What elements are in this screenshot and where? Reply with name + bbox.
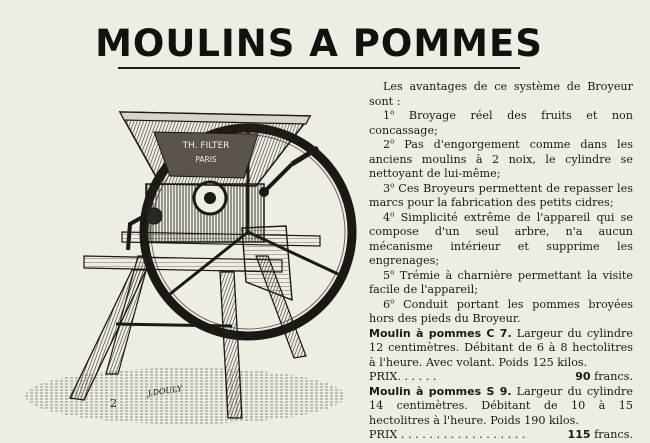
model-name: Moulin à pommes S 9. [369,384,512,398]
price-line [369,370,633,385]
model-entry [369,327,633,385]
advantage-item [369,269,633,298]
advantage-text: Ces Broyeurs permettent de repasser les marcs pour la fabrication des petits cidres; [369,181,633,209]
leg-brace [116,324,232,326]
price-currency: francs. [590,428,633,441]
advantage-number: 3 [383,181,391,195]
advantages-list [369,109,633,327]
advantage-text: Pas d'engorgement comme dans les anciens moulins à 2 noix, le cylindre se nettoyant de lui-même; [369,138,633,180]
engraver-signature: J.DOULY [147,384,183,398]
advantage-item [369,298,633,327]
advantage-number: 2 [383,138,391,151]
ordinal-marker: o [390,137,395,146]
hopper-city-text: PARIS [195,155,217,164]
page-title: MOULINS A POMMES [95,22,543,65]
price-label: PRIX . . . . . . . . . . . . . . . . . . [369,428,526,441]
price-value: 90 [575,370,591,383]
price-label: PRIX. . . . . . [369,370,437,383]
price-currency: francs. [590,370,633,383]
model-entry [369,385,633,443]
price-value: 115 [567,428,591,441]
advantage-number: 4 [383,210,391,224]
ordinal-marker: o [390,108,395,117]
model-name: Moulin à pommes C 7. [369,326,512,340]
discharge-chute [242,226,292,300]
advantage-item [369,138,633,182]
advantage-item [369,182,633,211]
ordinal-marker: o [390,180,395,189]
models-list [369,327,633,443]
price-line [369,428,633,443]
model-description: Largeur du cylindre 14 centimètres. Débitant de 10 à 15 hectolitres à l'heure. Poids 190 kilos. [369,384,633,427]
ordinal-marker: o [390,267,395,276]
figure-number: 2 [110,397,117,410]
advantage-number: 5 [383,268,391,282]
advantage-text: Trémie à charnière permettant la visite facile de l'appareil; [369,268,633,296]
advantage-item [369,109,633,138]
advantage-item [369,211,633,269]
apple-mill-engraving [20,74,358,430]
advantage-text: Conduit portant les pommes broyées hors des pieds du Broyeur. [369,297,633,325]
advantage-text: Simplicité extrême de l'appareil qui se compose d'un seul arbre, n'a aucun mécanisme intérieur et supprime les engrenages; [369,210,633,267]
advantage-number: 6 [383,297,391,311]
advantage-number: 1 [383,109,391,122]
advantage-text: Broyage réel des fruits et non concassage; [369,109,633,137]
intro-paragraph: Les avantages de ce système de Broyeur sont : [369,80,633,108]
title-underline [118,67,520,69]
model-description: Largeur du cylindre 12 centimètres. Débitant de 6 à 8 hectolitres à l'heure. Avec volant. Poids 125 kilos. [369,326,633,369]
ordinal-marker: o [390,209,395,218]
ordinal-marker: o [390,296,395,305]
hopper-maker-text: TH. FILTER [182,141,230,151]
description-column [369,80,633,443]
